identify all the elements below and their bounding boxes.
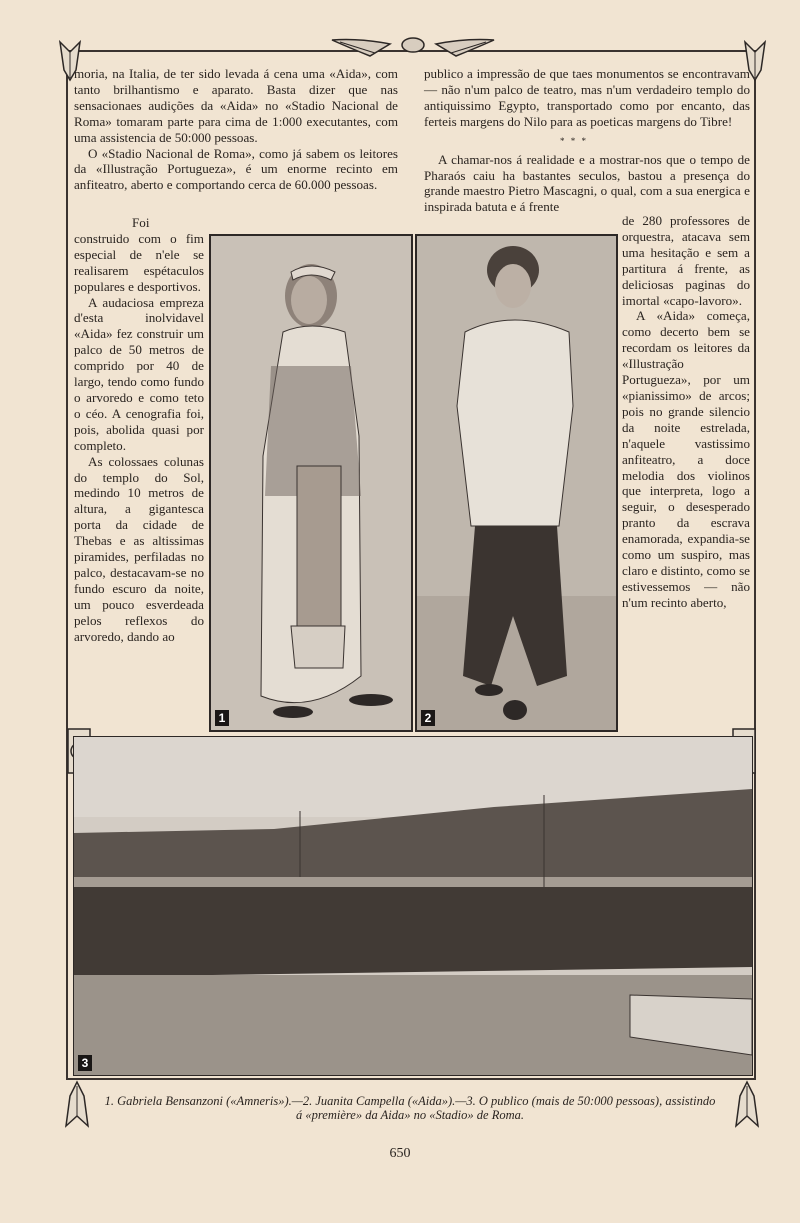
corner-br-ornament	[732, 1078, 762, 1128]
photo-number-badge: 3	[78, 1055, 92, 1071]
photo-caption: 1. Gabriela Bensanzoni («Amneris»).—2. Juanita Campella («Aida»).—3. O publico (mais de 50:000 pessoas), assistindo á «première» da Aida» no «Stadio» de Roma.	[104, 1094, 716, 1122]
page-number: 650	[389, 1146, 411, 1161]
paragraph: de 280 professores de orquestra, atacava sem uma hesitação e sem a partitura á frente, as deliciosas paginas do imortal «capo-lavoro».	[622, 213, 750, 308]
paragraph: A audaciosa empreza d'esta inolvidavel «Aida» fez construir um palco de 50 metros de comprido por 40 de largo, tendo como fundo o arvoredo e como teto o céo. A cenografia foi, pois, abolida quasi por completo.	[74, 294, 204, 453]
section-break: * * *	[560, 136, 588, 146]
paragraph: Foi construido com o fim especial de n'ele se realisarem espétaculos populares e desportivos.	[74, 215, 204, 294]
corner-bl-ornament	[62, 1078, 92, 1128]
photo-stadium-audience	[73, 736, 753, 1076]
portrait-illustration-2	[417, 236, 616, 730]
portrait-illustration-1	[211, 236, 411, 730]
left-column-text	[74, 66, 398, 193]
photo-juanita-campella	[415, 234, 618, 732]
paragraph: O «Stadio Nacional de Roma», como já sabem os leitores da «Illustração Portugueza», é um enorme recinto em anfiteatro, aberto e comportando cerca de 60.000 pessoas.	[74, 145, 398, 193]
right-narrow-text	[622, 213, 750, 611]
paragraph: As colossaes colunas do templo do Sol, medindo 10 metros de altura, a gigantesca porta da cidade de Thebas e as altissimas piramides, perfiladas no palco, destacavam-se no fundo escuro da noite, um pouco esverdeada pelos reflexos do arvoredo, dando ao	[74, 453, 204, 644]
top-lotus-ornament	[330, 36, 496, 58]
paragraph: A chamar-nos á realidade e a mostrar-nos que o tempo de Pharaós caiu ha bastantes seculos, bastou a presença do grande maestro Pietro Mascagni, o qual, com a sua energica e inspirada batuta e á frente	[424, 151, 750, 215]
paragraph: moria, na Italia, de ter sido levada á cena uma «Aida», com tanto brilhantismo e aparato. Basta dizer que nas sensacionaes audições da «Aida» no «Stadio Nacional de Roma» tomaram parte para cima de 1:000 executantes, com uma assistencia de 50:000 pessoas.	[74, 66, 398, 145]
paragraph: A «Aida» começa, como decerto bem se recordam os leitores da «Illustração Portugueza», por um «pianissimo» de arcos; pois no grande silencio da noite estrelada, n'aquele vastissimo anfiteatro, a doce melodia dos violinos que interpreta, logo a seguir, o desesperado pranto da escrava enamorada, expandia-se como um suspiro, mas claro e distinto, como se estivessemos — não n'um recinto aberto,	[622, 308, 750, 610]
photo-number-badge: 1	[215, 710, 229, 726]
photo-number-badge: 2	[421, 710, 435, 726]
paragraph: publico a impressão de que taes monumentos se encontravam — não n'um palco de teatro, mas n'um verdadeiro templo do antiquissimo Egypto, transportado como por encanto, das ferteis margens do Nilo para as poeticas margens do Tibre!	[424, 66, 750, 129]
photo-gabriela-bensanzoni	[209, 234, 413, 732]
stadium-crowd-illustration	[74, 737, 752, 1075]
left-narrow-text	[74, 215, 204, 644]
